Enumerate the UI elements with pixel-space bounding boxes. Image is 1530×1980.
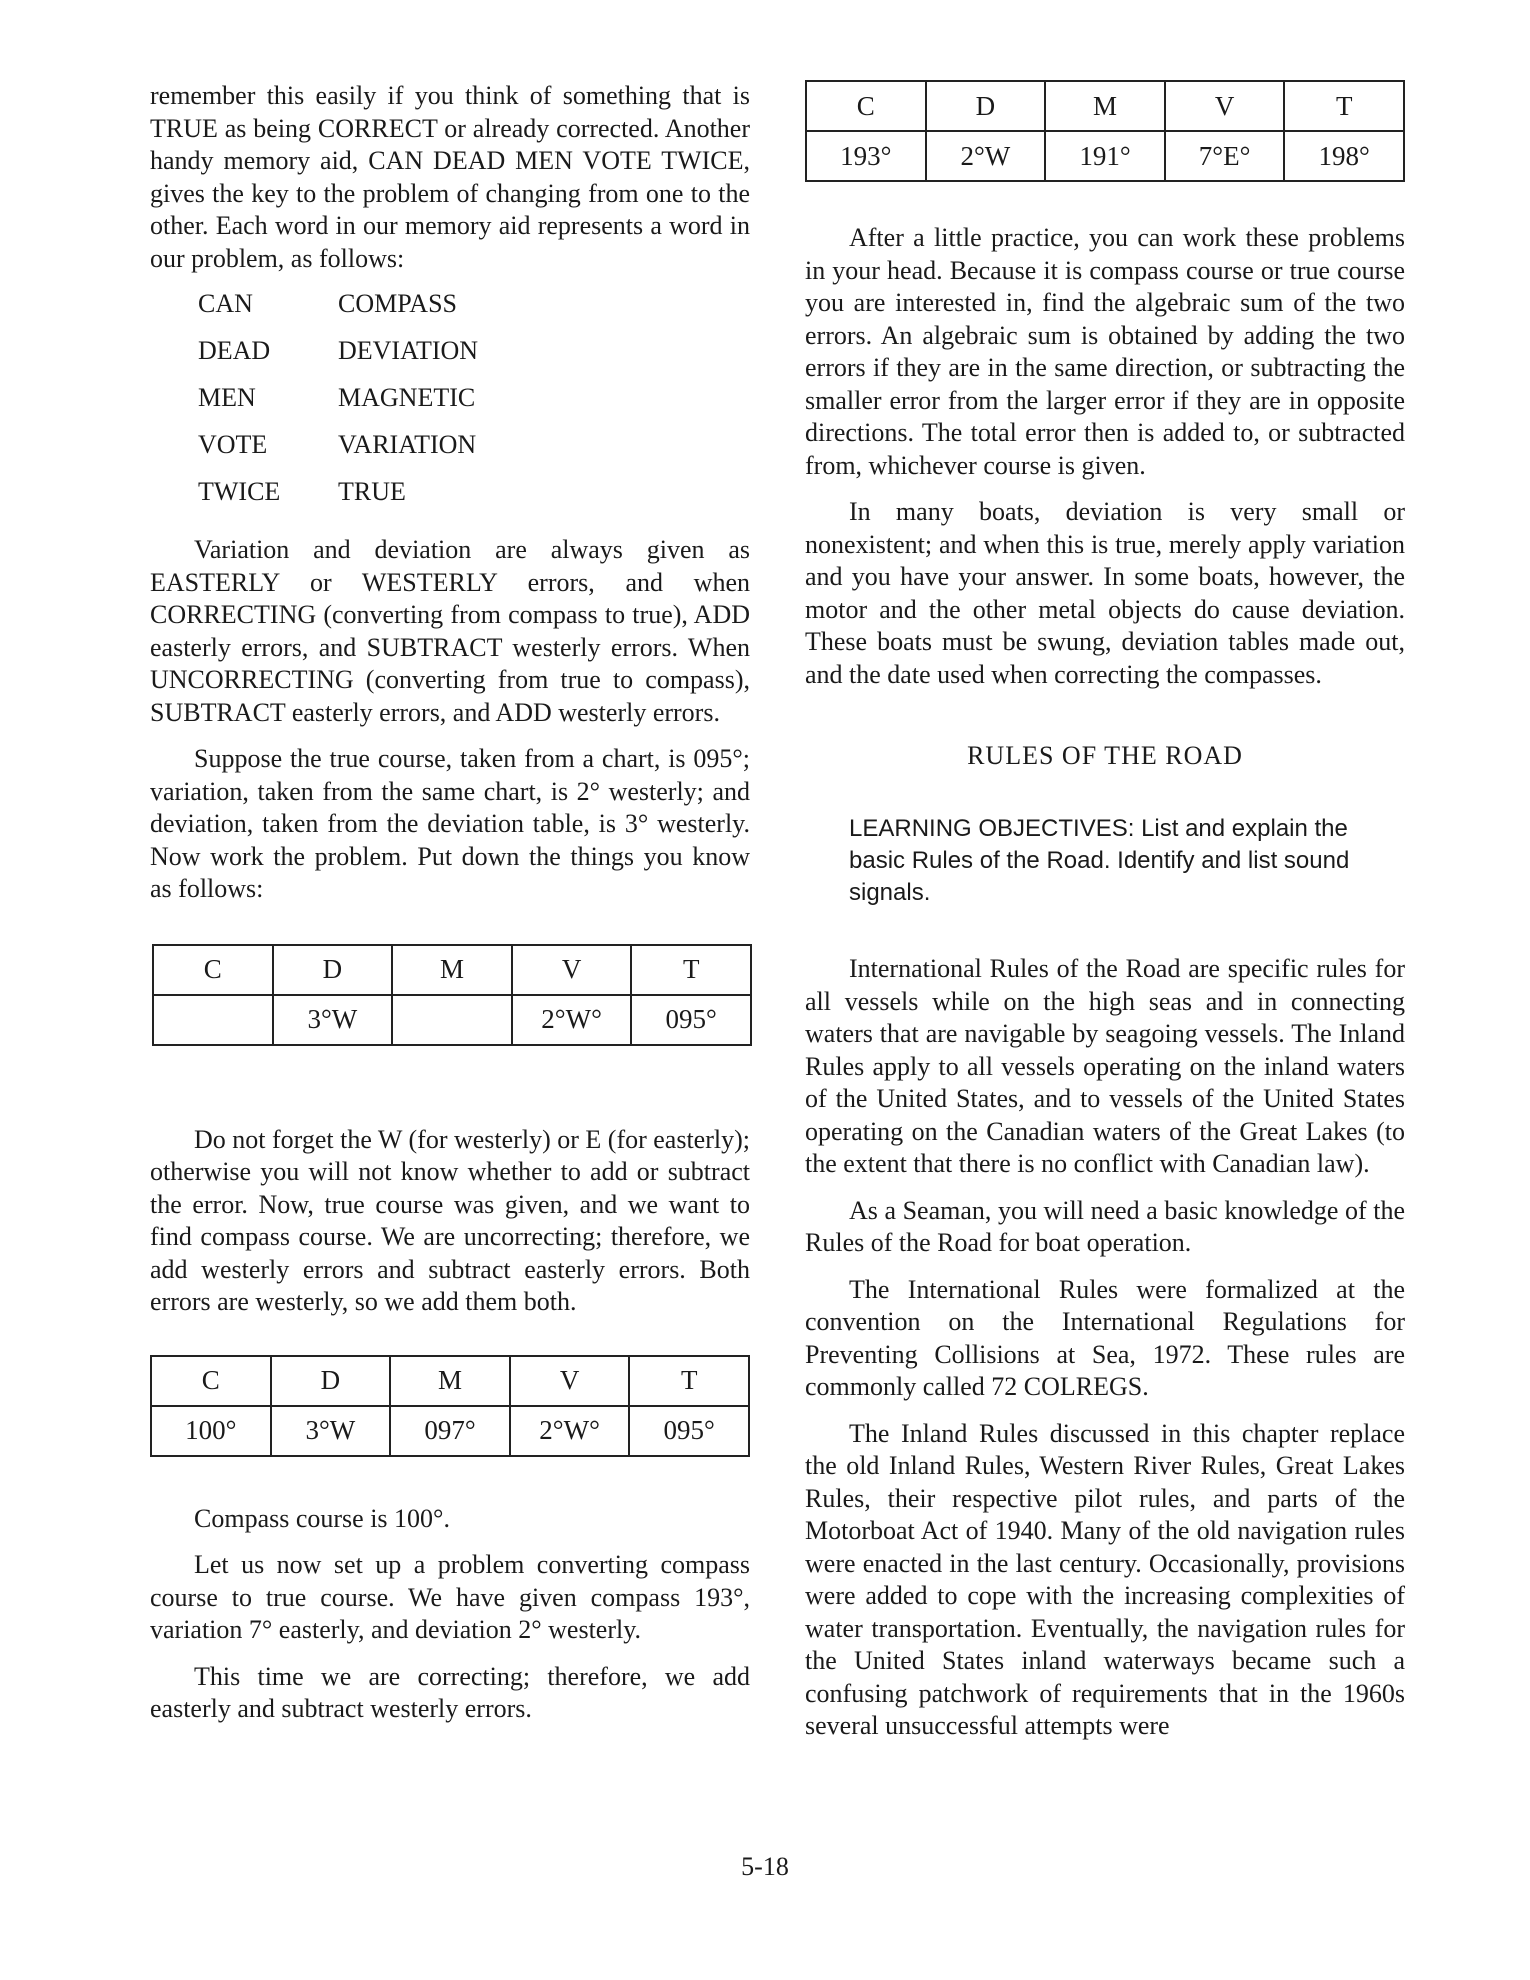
memory-aid-word: CAN [198,289,253,318]
paragraph-correcting: This time we are correcting; therefore, we add easterly and subtract westerly errors. [150,1661,750,1723]
table-header-row [151,1356,749,1406]
table-header-cell: V [510,1356,630,1406]
memory-aid-list [198,289,750,524]
table-cell: 2°W [926,131,1046,181]
table-header-cell: M [392,945,512,995]
memory-aid-meaning: TRUE [338,477,406,506]
course-table-2 [150,1355,750,1457]
paragraph-converting: Let us now set up a problem converting compass course to true course. We have given compass 193°, variation 7° easterly, and deviation 2° westerly. [150,1550,750,1644]
table-cell: 100° [151,1406,271,1456]
table-header-cell: V [1165,81,1285,131]
table-header-cell: T [629,1356,749,1406]
table-cell: 198° [1284,131,1404,181]
memory-aid-meaning: COMPASS [338,289,458,318]
left-column [150,80,750,1740]
table-cell [392,995,512,1045]
table-header-row [806,81,1404,131]
table-cell: 095° [631,995,751,1045]
table-row [153,995,751,1045]
paragraph-variation-deviation: Variation and deviation are always given as EASTERLY or WESTERLY errors, and when CORRECTING (converting from compass to true), ADD easterly errors, and SUBTRACT westerly errors. When UNCORRECTING (converting from true to compass), SUBTRACT easterly errors, and ADD westerly errors. [150,535,750,727]
table-cell: 7°E° [1165,131,1285,181]
table-cell: 191° [1045,131,1165,181]
table-header-cell: T [1284,81,1404,131]
table-cell: 2°W° [510,1406,630,1456]
memory-aid-row [198,336,750,383]
course-table-3 [805,80,1405,182]
paragraph-practice: After a little practice, you can work these problems in your head. Because it is compass course or true course you are interested in, find the algebraic sum of the two errors. An algebraic sum is obtained by adding the two errors if they are in the same direction, or subtracting the smaller error from the larger error if they are in opposite directions. The total error then is added to, or subtracted from, whichever course is given. [805,223,1405,480]
memory-aid-word: TWICE [198,477,281,506]
memory-aid-row [198,289,750,336]
memory-aid-meaning: DEVIATION [338,336,479,365]
paragraph-inland-rules: The Inland Rules discussed in this chapter replace the old Inland Rules, Western River Rules, Great Lakes Rules, their respective pilot rules, and parts of the Motorboat Act of 1940. Many of the old navigation rules were enacted in the last century. Occasionally, provisions were added to cope with the increasing complexities of water transportation. Eventually, the navigation rules for the United States inland waterways became such a confusing patchwork of requirements that in the 1960s several unsuccessful attempts were [805,1418,1405,1740]
memory-aid-row [198,383,750,430]
table-header-row [153,945,751,995]
table-header-cell: D [271,1356,391,1406]
table-cell: 3°W [273,995,393,1045]
table-cell: 3°W [271,1406,391,1456]
paragraph-seaman: As a Seaman, you will need a basic knowledge of the Rules of the Road for boat operation. [805,1195,1405,1257]
table-header-cell: C [153,945,273,995]
right-column [805,80,1405,1757]
page-number: 5-18 [741,1852,789,1881]
memory-aid-word: MEN [198,383,256,412]
table-cell: 193° [806,131,926,181]
table-header-cell: D [273,945,393,995]
table-header-cell: M [390,1356,510,1406]
memory-aid-row [198,430,750,477]
memory-aid-meaning: MAGNETIC [338,383,476,412]
table-row [806,131,1404,181]
table-cell [153,995,273,1045]
memory-aid-meaning: VARIATION [338,430,477,459]
table-cell: 097° [390,1406,510,1456]
memory-aid-row [198,477,750,524]
learning-objectives: LEARNING OBJECTIVES: List and explain the basic Rules of the Road. Identify and list sound signals. [849,815,1350,906]
table-header-cell: T [631,945,751,995]
table-row [151,1406,749,1456]
paragraph-international-rules: International Rules of the Road are specific rules for all vessels while on the high seas and in connecting waters that are navigable by seagoing vessels. The Inland Rules apply to all vessels operating on the inland waters of the United States, and to vessels of the United States operating on the Canadian waters of the Great Lakes (to the extent that there is no conflict with Canadian law). [805,954,1405,1178]
table-cell: 095° [629,1406,749,1456]
table-header-cell: C [151,1356,271,1406]
paragraph-colregs: The International Rules were formalized at the convention on the International Regulations for Preventing Collisions at Sea, 1972. These rules are commonly called 72 COLREGS. [805,1274,1405,1401]
course-table-1 [152,944,752,1046]
paragraph-many-boats: In many boats, deviation is very small or nonexistent; and when this is true, merely apply variation and you have your answer. In some boats, however, the motor and the other metal objects do cause deviation. These boats must be swung, deviation tables made out, and the date used when correcting the compasses. [805,497,1405,689]
table-cell: 2°W° [512,995,632,1045]
paragraph-memory-intro: remember this easily if you think of something that is TRUE as being CORRECT or already corrected. Another handy memory aid, CAN DEAD MEN VOTE TWICE, gives the key to the problem of changing from one to the other. Each word in our memory aid represents a word in our problem, as follows: [150,81,750,273]
table-header-cell: V [512,945,632,995]
memory-aid-word: DEAD [198,336,271,365]
memory-aid-word: VOTE [198,430,268,459]
paragraph-suppose: Suppose the true course, taken from a chart, is 095°; variation, taken from the same chart, is 2° westerly; and deviation, taken from the deviation table, is 3° westerly. Now work the problem. Put down the things you know as follows: [150,744,750,903]
table-header-cell: D [926,81,1046,131]
section-heading: RULES OF THE ROAD [967,741,1243,770]
paragraph-do-not-forget: Do not forget the W (for westerly) or E (for easterly); otherwise you will not know whether to add or subtract the error. Now, true course was given, and we want to find compass course. We are uncorrecting; therefore, we add westerly errors and subtract easterly errors. Both errors are westerly, so we add them both. [150,1124,750,1316]
paragraph-compass-course: Compass course is 100°. [194,1503,450,1533]
table-header-cell: C [806,81,926,131]
table-header-cell: M [1045,81,1165,131]
